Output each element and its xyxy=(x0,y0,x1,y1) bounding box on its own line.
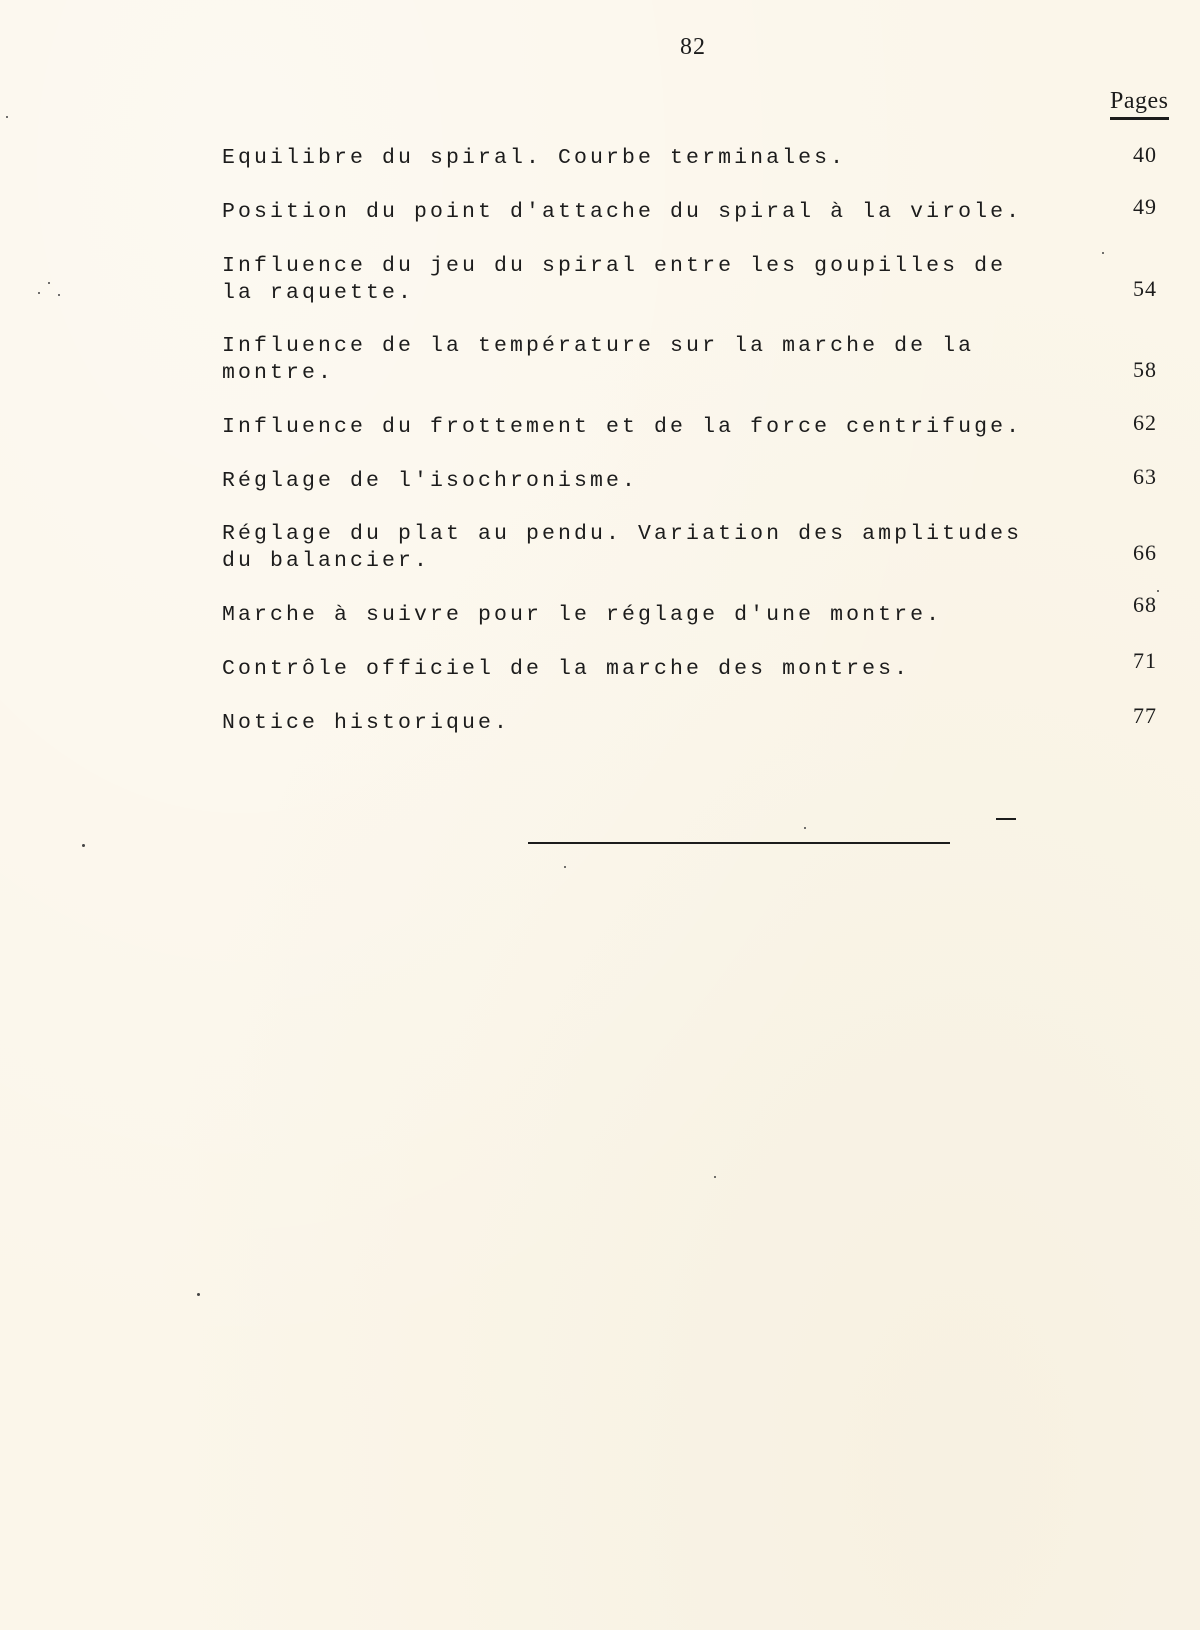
toc-entry-title: Réglage du plat au pendu. Variation des amplitudes du balancier. xyxy=(222,522,1023,573)
pages-column-header: Pages xyxy=(1110,88,1169,120)
toc-entry-page: 54 xyxy=(1133,276,1157,301)
toc-entry-page: 49 xyxy=(1133,194,1157,219)
paper-speck xyxy=(714,1176,716,1178)
toc-entry-title: Position du point d'attache du spiral à la virole. xyxy=(222,200,1023,224)
paper-speck xyxy=(58,294,60,296)
section-separator-line xyxy=(528,842,950,844)
paper-speck xyxy=(804,827,806,829)
paper-speck xyxy=(82,844,85,847)
toc-entry-page: 68 xyxy=(1133,592,1157,617)
toc-entry-title: Réglage de l'isochronisme. xyxy=(222,469,639,493)
toc-entry-title: Equilibre du spiral. Courbe terminales. xyxy=(222,146,847,170)
paper-speck xyxy=(38,292,40,294)
toc-entry-page: 77 xyxy=(1133,703,1157,728)
toc-entry-title: Marche à suivre pour le réglage d'une montre. xyxy=(222,603,943,627)
toc-entry-title: Influence du frottement et de la force centrifuge. xyxy=(222,415,1023,439)
paper-speck xyxy=(564,866,566,868)
toc-entry-page: 66 xyxy=(1133,540,1157,565)
page-number: 82 xyxy=(680,34,706,60)
toc-entry-page: 71 xyxy=(1133,648,1157,673)
toc-entry-page: 40 xyxy=(1133,142,1157,167)
toc-entry-page: 58 xyxy=(1133,357,1157,382)
paper-speck xyxy=(6,116,8,118)
dash-mark xyxy=(996,818,1016,820)
paper-speck xyxy=(1102,252,1104,254)
toc-entry-page: 63 xyxy=(1133,464,1157,489)
toc-entry-page: 62 xyxy=(1133,410,1157,435)
toc-entry-title: Contrôle officiel de la marche des montres. xyxy=(222,657,911,681)
toc-entry-title: Influence de la température sur la marche de la montre. xyxy=(222,334,975,385)
toc-entry-title: Influence du jeu du spiral entre les goupilles de la raquette. xyxy=(222,254,1007,305)
paper-speck xyxy=(48,282,50,284)
paper-speck xyxy=(1157,590,1159,592)
toc-entry-title: Notice historique. xyxy=(222,711,511,735)
paper-speck xyxy=(197,1293,200,1296)
